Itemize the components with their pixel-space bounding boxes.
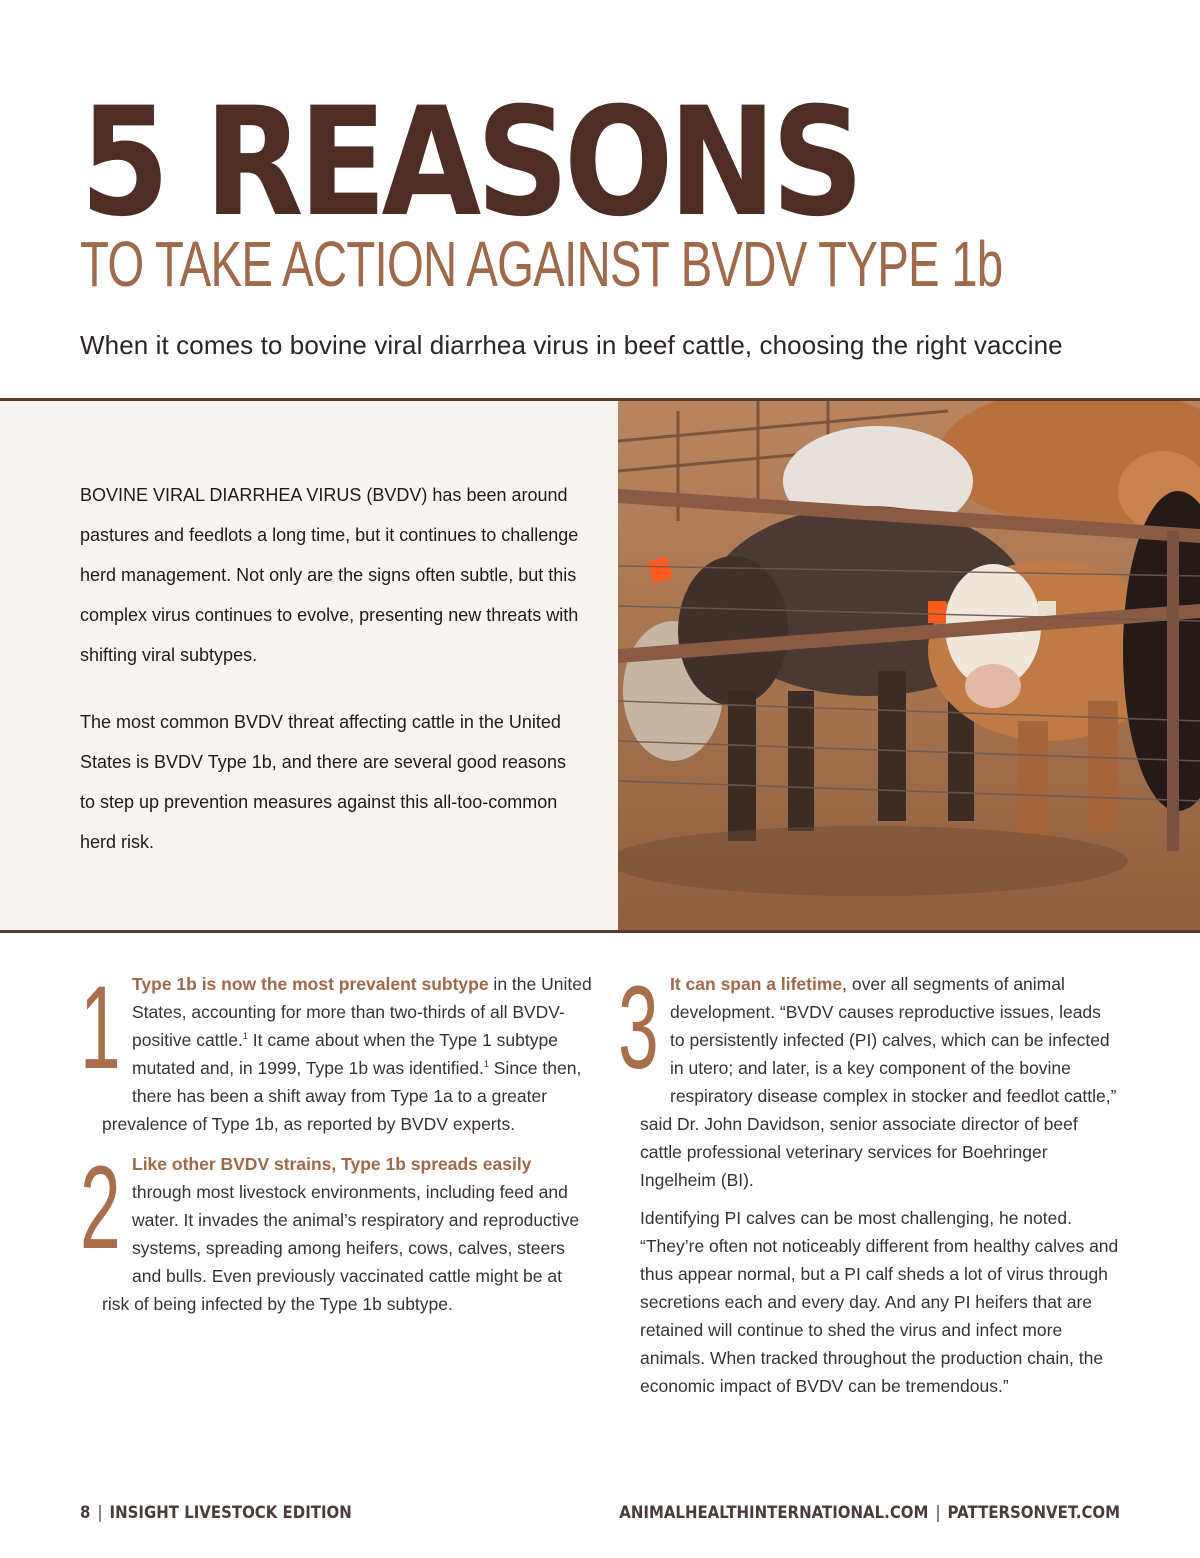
reason-number: 3 bbox=[618, 962, 659, 1094]
reason-2 bbox=[80, 1142, 592, 1318]
cattle-photo-illustration bbox=[618, 401, 1200, 930]
footer-separator: | bbox=[97, 1503, 103, 1523]
footnote-ref: 1 bbox=[242, 1031, 248, 1042]
headline: 5 REASONS bbox=[80, 76, 859, 250]
website-link-1[interactable]: ANIMALHEALTHINTERNATIONAL.COM bbox=[619, 1503, 929, 1523]
footer-separator: | bbox=[935, 1503, 941, 1523]
reason-text: Since then, there has been a shift away from Type 1a to a greater prevalence of Type 1b, as reported by BVDV experts. bbox=[102, 1058, 582, 1134]
followup-paragraph: Identifying PI calves can be most challenging, he noted. “They’re often not noticeably different from healthy calves and thus appear normal, but a PI calf sheds a lot of virus through secretions each and every day. And any PI heifers that are retained will continue to shed the virus and infect more animals. When tracked throughout the production chain, the economic impact of BVDV can be tremendous.” bbox=[640, 1208, 1119, 1396]
subheadline: TO TAKE ACTION AGAINST BVDV TYPE 1b bbox=[80, 228, 1003, 300]
intro-line: When it comes to bovine viral diarrhea virus in beef cattle, choosing the right vaccine bbox=[80, 330, 1063, 360]
intro-paragraph-1: BOVINE VIRAL DIARRHEA VIRUS (BVDV) has been around pastures and feedlots a long time, but it continues to challenge herd management. Not only are the signs often subtle, but this complex virus continues to evolve, presenting new threats with shifting viral subtypes. bbox=[80, 485, 579, 665]
right-column bbox=[618, 962, 1120, 1400]
reason-text: It came about when the Type 1 subtype mutated and, in 1999, Type 1b was identified. bbox=[132, 1030, 558, 1078]
page-number: 8 bbox=[80, 1503, 91, 1523]
footer-right bbox=[619, 1503, 1120, 1523]
intro-paragraph-2: The most common BVDV threat affecting cattle in the United States is BVDV Type 1b, and there are several good reasons to step up prevention measures against this all-too-common herd risk. bbox=[80, 712, 566, 852]
reason-lead: Like other BVDV strains, Type 1b spreads easily bbox=[132, 1154, 532, 1174]
reason-number: 2 bbox=[80, 1142, 121, 1274]
reason-text: in the United States, accounting for more than two-thirds of all BVDV-positive cattle. bbox=[132, 974, 592, 1050]
reason-lead: It can span a lifetime bbox=[670, 974, 843, 994]
reason-1 bbox=[80, 962, 592, 1138]
reason-text: , over all segments of animal development. “BVDV causes reproductive issues, leads to persistently infected (PI) calves, which can be infected in utero; and later, is a key component of the bovine respiratory disease complex in stocker and feedlot cattle,” said Dr. John Davidson, senior associate director of beef cattle professional veterinary services for Boehringer Ingelheim (BI). bbox=[640, 974, 1117, 1190]
footer-left bbox=[80, 1503, 352, 1523]
reason-text: through most livestock environments, including feed and water. It invades the animal’s respiratory and reproductive systems, spreading among heifers, cows, calves, steers and bulls. Even previously vaccinated cattle might be at risk of being infected by the Type 1b subtype. bbox=[102, 1182, 580, 1314]
reason-number: 1 bbox=[80, 962, 121, 1094]
reason-3 bbox=[618, 962, 1120, 1194]
footnote-ref: 1 bbox=[483, 1059, 489, 1070]
website-link-2[interactable]: PATTERSONVET.COM bbox=[947, 1503, 1120, 1523]
reason-lead: Type 1b is now the most prevalent subtype bbox=[132, 974, 489, 994]
left-column bbox=[80, 962, 592, 1328]
bottom-divider bbox=[0, 930, 1200, 933]
publication-name: INSIGHT LIVESTOCK EDITION bbox=[109, 1503, 352, 1523]
cattle-photo bbox=[618, 401, 1200, 930]
